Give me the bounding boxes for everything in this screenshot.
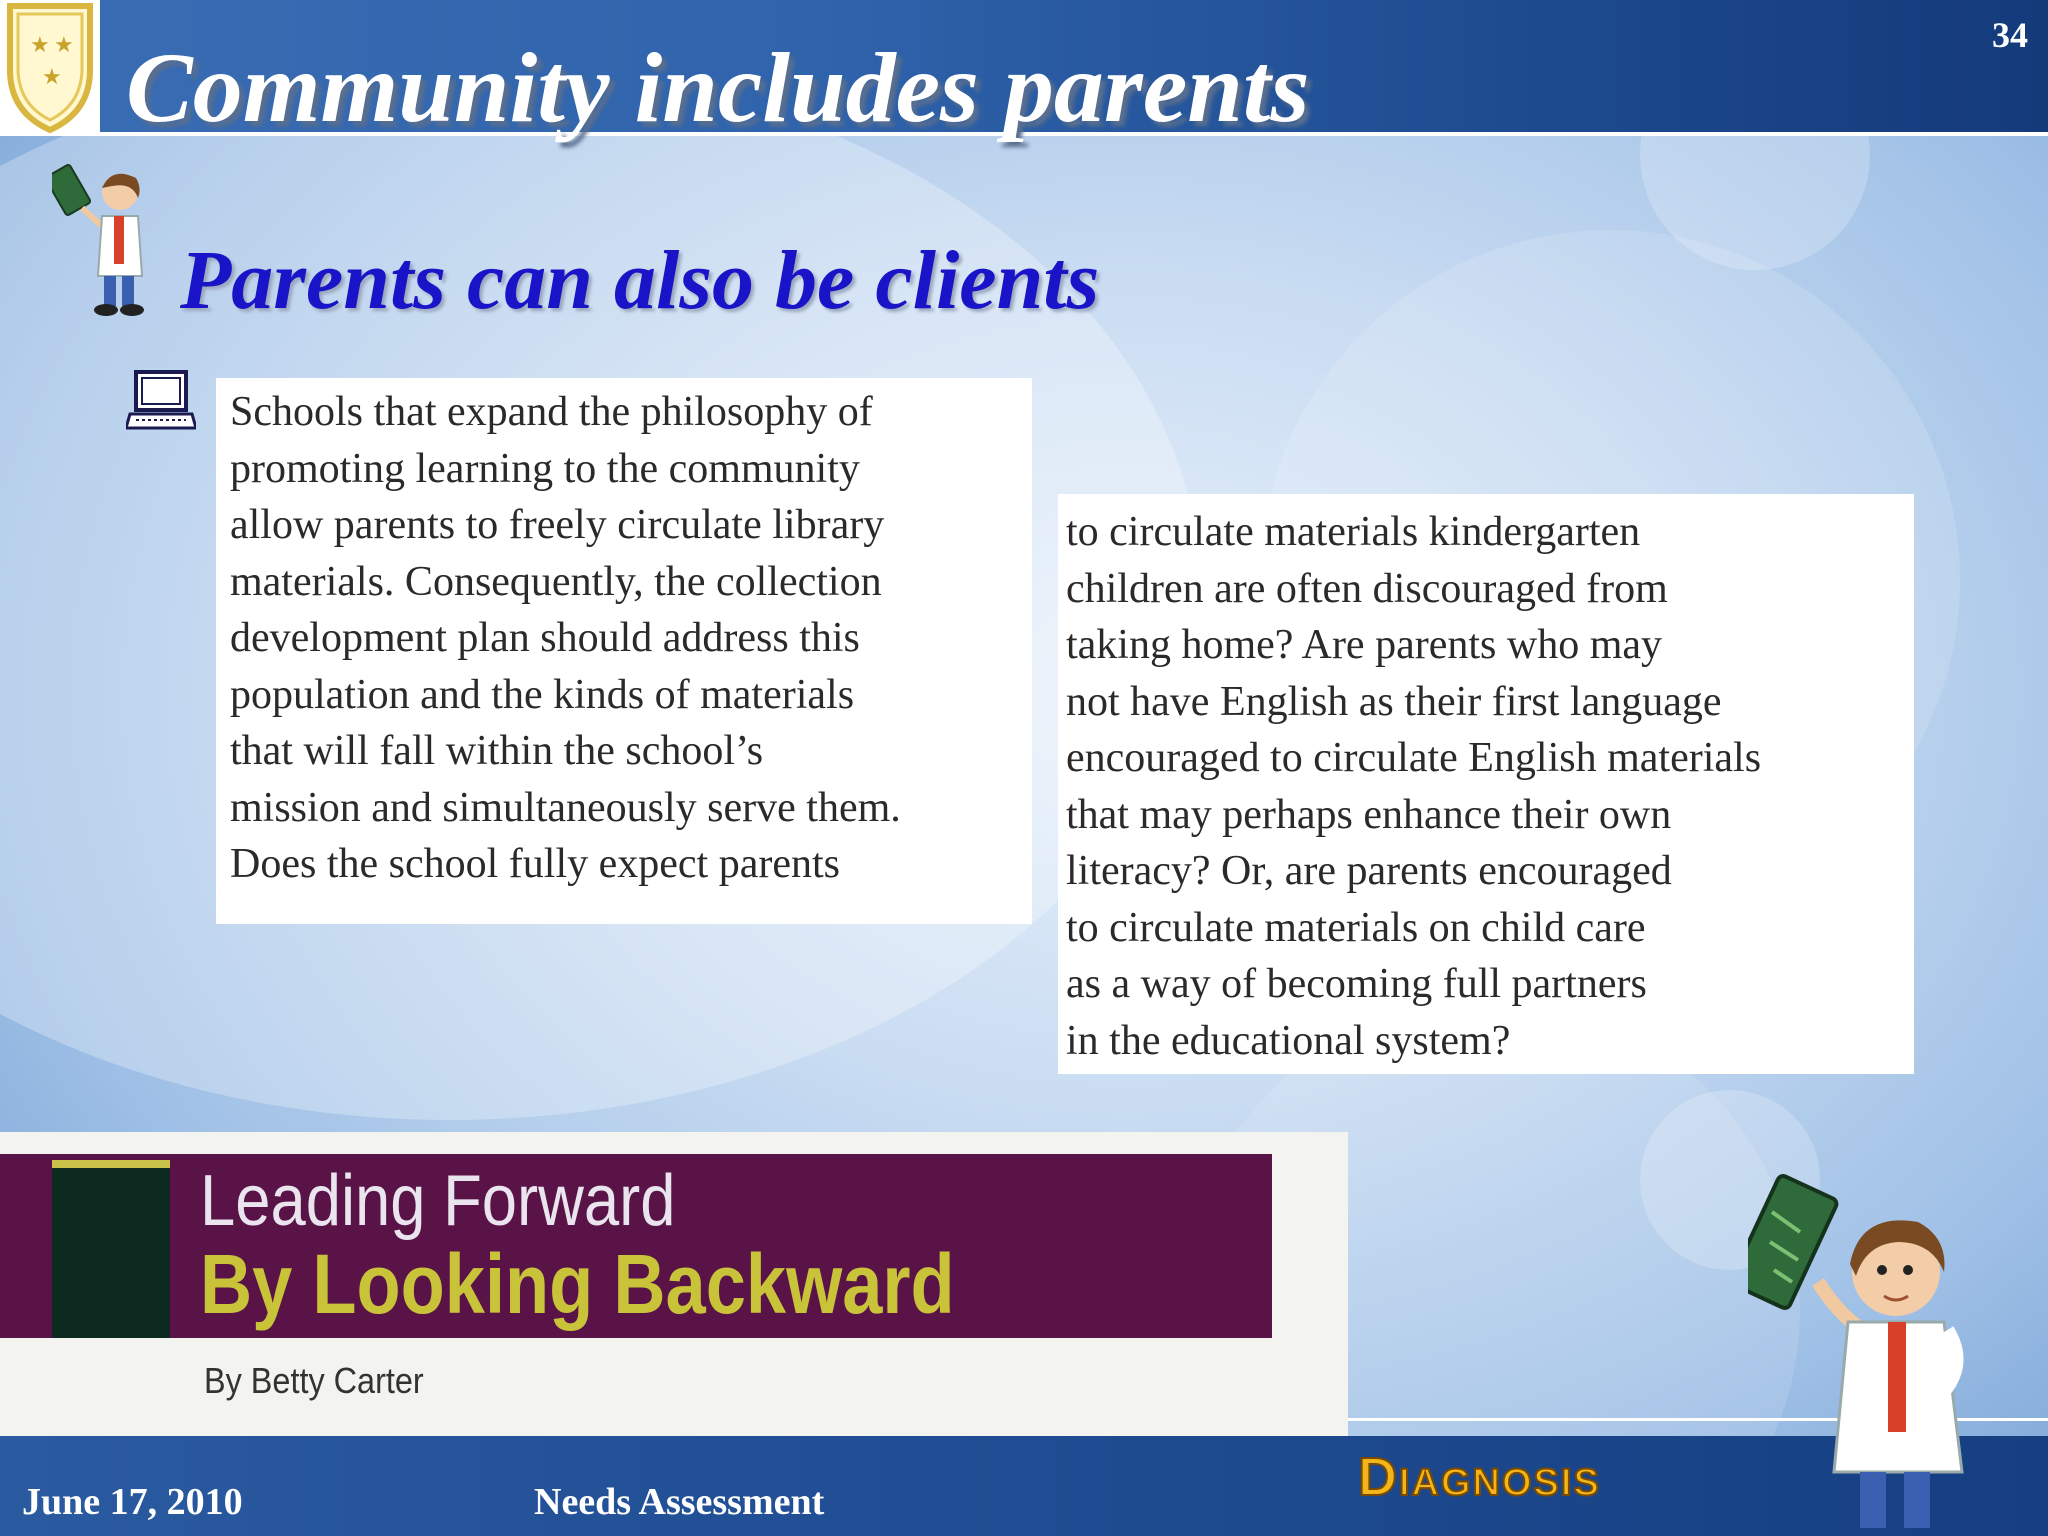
article-title-line2: By Looking Backward: [200, 1237, 955, 1331]
text-line: materials. Consequently, the collection: [230, 558, 882, 605]
text-line: to circulate materials kindergarten: [1066, 509, 1641, 555]
doctor-mascot-icon: [1748, 1172, 1988, 1536]
crest-logo: [0, 0, 100, 136]
text-line: Schools that expand the philosophy of: [230, 389, 873, 435]
text-line: to circulate materials on child care: [1066, 904, 1646, 951]
text-line: promoting learning to the community: [230, 445, 860, 492]
svg-text:★: ★: [30, 33, 50, 58]
slide-title: Community includes parents: [126, 32, 1310, 143]
article-band-stripe: [52, 1160, 170, 1168]
article-band-accent: [52, 1160, 170, 1338]
text-line: mission and simultaneously serve them.: [230, 784, 901, 831]
text-line: in the educational system?: [1066, 1017, 1511, 1064]
text-line: children are often discouraged from: [1066, 565, 1668, 612]
slide-number: 34: [1992, 15, 2028, 55]
text-line: development plan should address this: [230, 615, 860, 661]
footer-title: Needs Assessment: [534, 1481, 825, 1523]
svg-text:★: ★: [42, 65, 62, 90]
text-line: population and the kinds of materials: [230, 671, 855, 718]
computer-icon: [126, 368, 196, 434]
text-line: taking home? Are parents who may: [1066, 622, 1662, 668]
svg-text:★: ★: [54, 33, 74, 58]
text-excerpt-left: [216, 378, 1032, 924]
text-line: Does the school fully expect parents: [230, 841, 840, 887]
text-line: that will fall within the school’s: [230, 728, 764, 774]
crest-icon: [0, 0, 100, 136]
diagnosis-logo: Diagnosis: [1358, 1447, 1601, 1507]
text-excerpt-right: [1058, 494, 1914, 1074]
article-title-line1: Leading Forward: [200, 1161, 676, 1241]
text-line: allow parents to freely circulate library: [230, 502, 885, 548]
text-line: not have English as their first language: [1066, 678, 1722, 725]
text-line: as a way of becoming full partners: [1066, 961, 1647, 1007]
text-line: encouraged to circulate English materials: [1066, 735, 1762, 781]
footer-bar: [0, 1436, 2048, 1536]
subtitle-heading: Parents can also be clients: [180, 234, 1100, 327]
doctor-mascot-icon: [52, 158, 156, 318]
footer-date: June 17, 2010: [22, 1481, 243, 1523]
text-line: that may perhaps enhance their own: [1066, 791, 1672, 838]
text-line: literacy? Or, are parents encouraged: [1066, 848, 1672, 894]
article-byline: By Betty Carter: [204, 1360, 424, 1401]
